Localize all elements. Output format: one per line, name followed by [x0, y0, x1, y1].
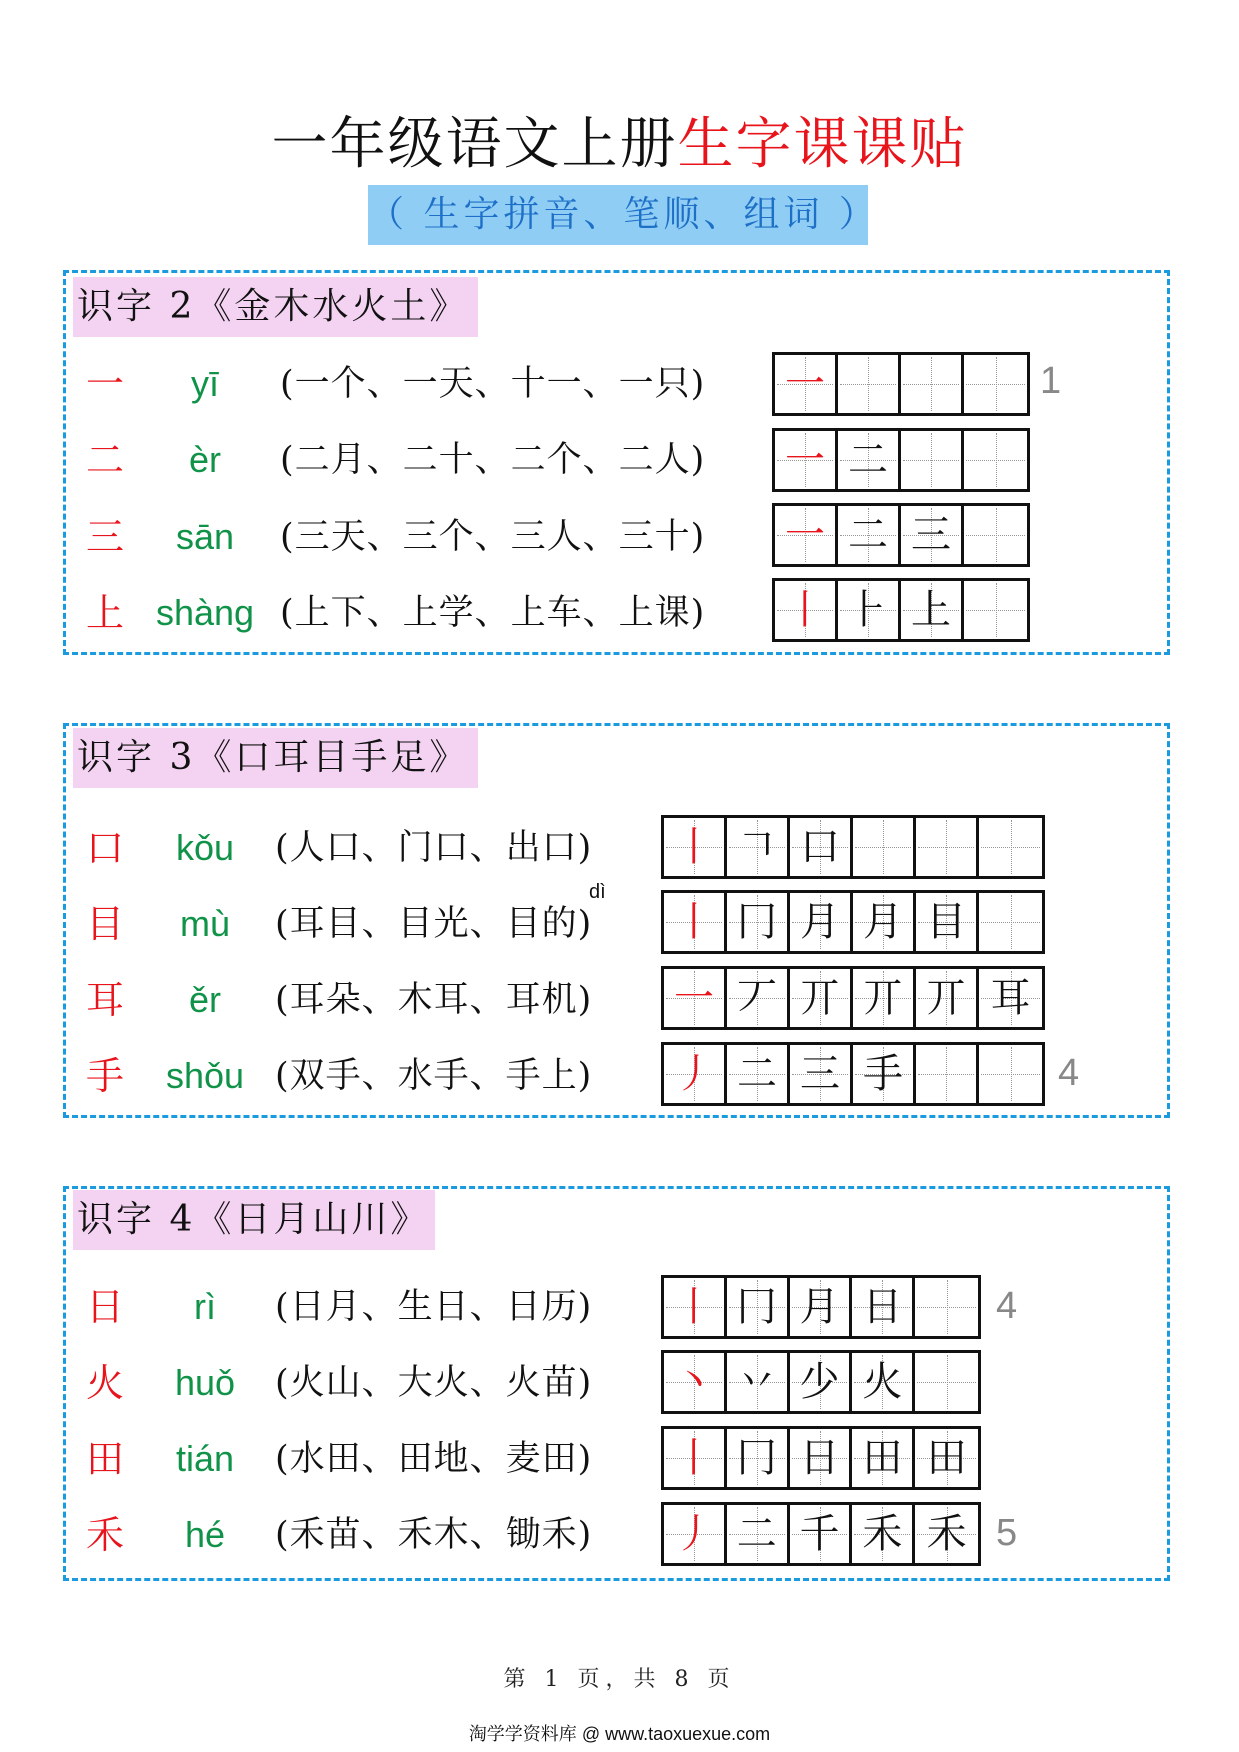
word-examples: (双手、水手、手上) — [275, 1056, 593, 1096]
grid-cell — [979, 818, 1042, 876]
word-examples: (耳朵、木耳、耳机) — [275, 980, 593, 1020]
grid-cell: 三 — [901, 506, 964, 564]
pinyin: rì — [194, 1286, 216, 1327]
grid-cell — [979, 1045, 1042, 1103]
grid-cell — [964, 431, 1027, 489]
grid-cell: 千 — [790, 1505, 853, 1563]
word-examples: (三天、三个、三人、三十) — [280, 517, 706, 557]
grid-cell: 日 — [852, 1278, 915, 1336]
stroke-order-grid — [661, 1426, 981, 1490]
stroke-order-grid — [772, 428, 1030, 492]
section-title-1: 识字 2《金木水火土》 — [73, 277, 478, 337]
source-watermark: 淘学学资料库 @ www.taoxuexue.com — [468, 1724, 771, 1744]
pinyin: kǒu — [175, 827, 235, 868]
character: 目 — [85, 902, 124, 946]
char-row — [75, 425, 706, 495]
word-examples: (禾苗、禾木、锄禾) — [275, 1515, 593, 1555]
char-row — [75, 813, 675, 883]
char-row — [75, 349, 706, 419]
grid-cell: 禾 — [915, 1505, 978, 1563]
grid-cell — [979, 893, 1042, 951]
title-black-part: 一年级语文上册 — [271, 112, 678, 177]
char-row — [75, 881, 675, 959]
pinyin: mù — [179, 903, 230, 944]
stroke-order-grid — [661, 966, 1045, 1030]
stroke-order-grid — [772, 578, 1030, 642]
grid-cell: 丶 — [664, 1353, 727, 1411]
word-examples: (上下、上学、上车、上课) — [280, 593, 706, 633]
word-examples: (火山、大火、火苗) — [275, 1363, 593, 1403]
stroke-order-grid — [772, 352, 1030, 416]
grid-cell: 禾 — [852, 1505, 915, 1563]
grid-cell: 口 — [790, 818, 853, 876]
pinyin: tián — [175, 1438, 235, 1479]
char-row — [75, 502, 706, 572]
page-title — [0, 100, 1239, 180]
grid-cell — [964, 581, 1027, 639]
grid-cell: 一 — [775, 355, 838, 413]
character: 二 — [85, 438, 124, 482]
grid-cell: 一 — [664, 969, 727, 1027]
grid-cell — [964, 355, 1027, 413]
pinyin: shàng — [155, 592, 255, 633]
grid-cell: 一 — [775, 431, 838, 489]
title-red-part: 生字课课贴 — [677, 112, 968, 177]
pinyin: hé — [184, 1514, 226, 1555]
grid-cell: 丨 — [664, 893, 727, 951]
stroke-order-grid — [661, 1275, 981, 1339]
character: 口 — [85, 826, 124, 870]
grid-cell — [853, 818, 916, 876]
pinyin: sān — [175, 516, 235, 557]
grid-cell — [964, 506, 1027, 564]
grid-cell — [915, 1278, 978, 1336]
section-title-3: 识字 4《日月山川》 — [73, 1190, 435, 1250]
grid-cell: 手 — [853, 1045, 916, 1103]
stroke-count-label: 1 — [1040, 360, 1062, 402]
grid-cell: 日 — [790, 1429, 853, 1487]
grid-cell: 月 — [853, 893, 916, 951]
grid-cell — [838, 355, 901, 413]
pinyin: shǒu — [165, 1055, 245, 1096]
stroke-order-grid — [772, 503, 1030, 567]
char-row — [75, 1500, 675, 1570]
grid-cell: 丌 — [790, 969, 853, 1027]
character: 禾 — [85, 1513, 124, 1557]
grid-cell: 少 — [790, 1353, 853, 1411]
grid-cell: 丨 — [664, 818, 727, 876]
grid-cell: 丌 — [853, 969, 916, 1027]
pinyin: ěr — [188, 979, 221, 1020]
grid-cell — [916, 818, 979, 876]
stroke-count-label: 4 — [1058, 1052, 1080, 1094]
grid-cell: 目 — [916, 893, 979, 951]
word-examples: (二月、二十、二个、二人) — [280, 440, 706, 480]
grid-cell: 一 — [775, 506, 838, 564]
grid-cell — [901, 355, 964, 413]
word-examples: (一个、一天、十一、一只) — [280, 364, 706, 404]
grid-cell: 丨 — [775, 581, 838, 639]
grid-cell: 𠃍 — [727, 818, 790, 876]
char-row — [75, 1424, 675, 1494]
stroke-order-grid — [661, 1042, 1045, 1106]
grid-cell: 月 — [790, 893, 853, 951]
character: 手 — [85, 1054, 124, 1098]
word-examples: (耳目、目光、目的) — [275, 904, 593, 944]
grid-cell: 月 — [790, 1278, 853, 1336]
character: 一 — [85, 362, 124, 406]
grid-cell: 冂 — [727, 1278, 790, 1336]
grid-cell: 三 — [790, 1045, 853, 1103]
char-row — [75, 1348, 675, 1418]
char-row — [75, 965, 675, 1035]
grid-cell: 丿 — [664, 1505, 727, 1563]
pinyin: huǒ — [174, 1362, 236, 1403]
grid-cell: 二 — [838, 431, 901, 489]
grid-cell: 冂 — [727, 1429, 790, 1487]
pinyin: èr — [188, 439, 221, 480]
char-row — [75, 578, 706, 648]
grid-cell: 火 — [852, 1353, 915, 1411]
subtitle-banner: （ 生字拼音、笔顺、组词 ） — [368, 185, 868, 245]
grid-cell: ⺊ — [838, 581, 901, 639]
grid-cell — [901, 431, 964, 489]
pinyin: yī — [190, 363, 219, 404]
character: 上 — [85, 591, 124, 635]
grid-cell: 田 — [852, 1429, 915, 1487]
grid-cell: 二 — [838, 506, 901, 564]
stroke-count-label: 4 — [996, 1285, 1018, 1327]
grid-cell: 上 — [901, 581, 964, 639]
page-indicator: 第 1 页，共 8 页 — [503, 1667, 736, 1692]
stroke-order-grid — [661, 1502, 981, 1566]
character: 三 — [85, 515, 124, 559]
character: 火 — [85, 1361, 124, 1405]
grid-cell: 丷 — [727, 1353, 790, 1411]
grid-cell: 丌 — [916, 969, 979, 1027]
grid-cell: 丆 — [727, 969, 790, 1027]
grid-cell — [916, 1045, 979, 1103]
grid-cell: 二 — [727, 1505, 790, 1563]
grid-cell: 丿 — [664, 1045, 727, 1103]
grid-cell: 田 — [915, 1429, 978, 1487]
word-examples: (人口、门口、出口) — [275, 828, 593, 868]
char-row — [75, 1041, 675, 1111]
word-examples: (日月、生日、日历) — [275, 1287, 593, 1327]
grid-cell — [915, 1353, 978, 1411]
section-title-2: 识字 3《口耳目手足》 — [73, 728, 478, 788]
stroke-order-grid — [661, 815, 1045, 879]
word-examples: (水田、田地、麦田) — [275, 1439, 593, 1479]
ruby-pinyin: dì — [589, 881, 606, 903]
character: 耳 — [85, 978, 124, 1022]
stroke-order-grid — [661, 1350, 981, 1414]
character: 日 — [85, 1285, 124, 1329]
grid-cell: 耳 — [979, 969, 1042, 1027]
character: 田 — [85, 1437, 124, 1481]
grid-cell: 冂 — [727, 893, 790, 951]
grid-cell: 二 — [727, 1045, 790, 1103]
stroke-order-grid — [661, 890, 1045, 954]
char-row — [75, 1272, 675, 1342]
grid-cell: 丨 — [664, 1429, 727, 1487]
stroke-count-label: 5 — [996, 1512, 1018, 1554]
grid-cell: 丨 — [664, 1278, 727, 1336]
